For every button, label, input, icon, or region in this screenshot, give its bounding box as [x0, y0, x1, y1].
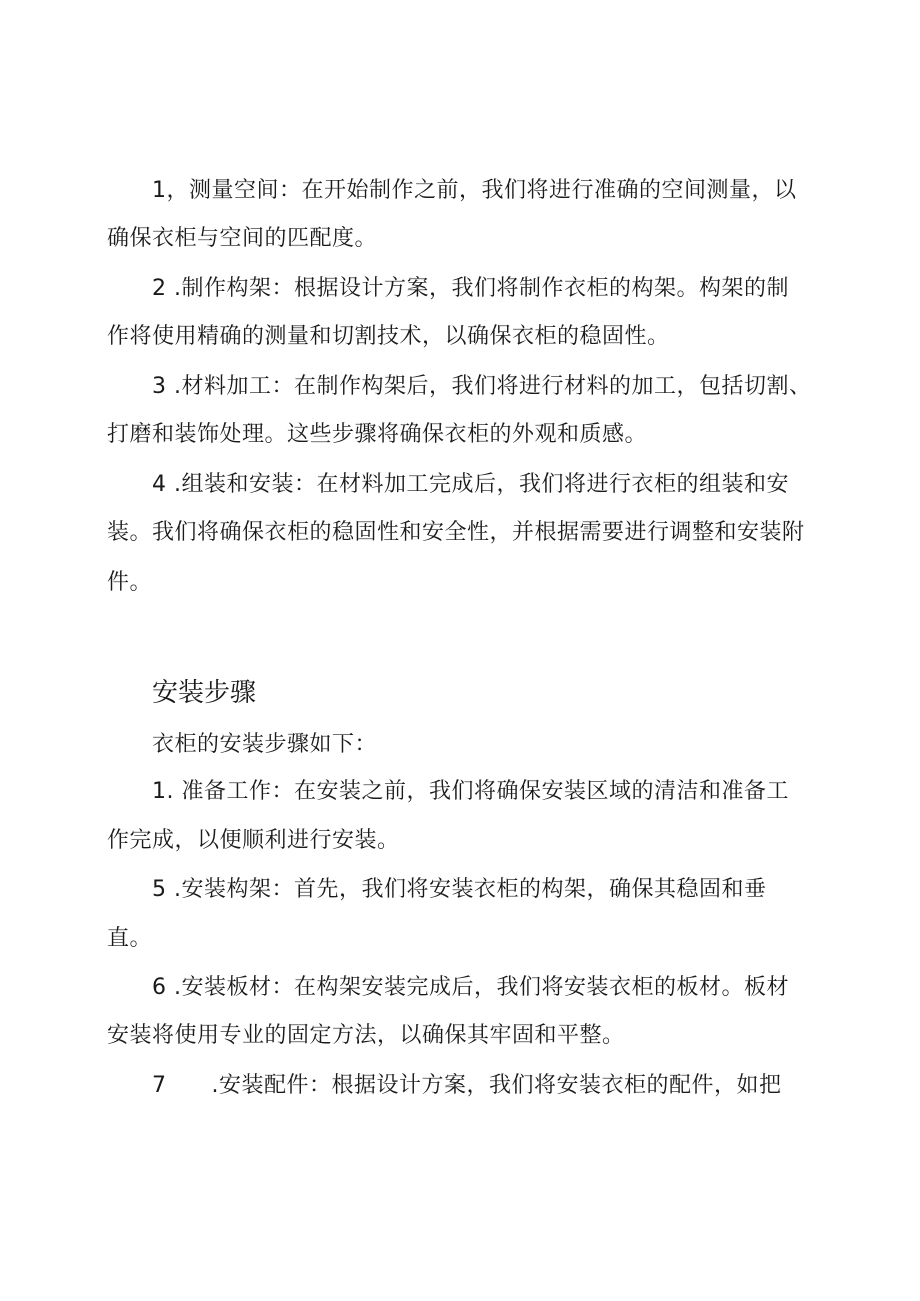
step-1-line-1: 1，测量空间：在开始制作之前，我们将进行准确的空间测量，以: [152, 178, 797, 203]
step-2-line-1: 2 .制作构架：根据设计方案，我们将制作衣柜的构架。构架的制: [152, 276, 789, 301]
install-step-6-line-1: 6 .安装板材：在构架安装完成后，我们将安装衣柜的板材。板材: [152, 975, 789, 1000]
install-step-6-line-2: 安装将使用专业的固定方法，以确保其牢固和平整。: [107, 1023, 625, 1048]
step-4-line-1: 4 .组装和安装：在材料加工完成后，我们将进行衣柜的组装和安: [152, 472, 789, 497]
step-4-line-2: 装。我们将确保衣柜的稳固性和安全性，并根据需要进行调整和安装附: [107, 520, 805, 545]
section-heading: 安装步骤: [152, 678, 257, 708]
step-3-line-1: 3 .材料加工：在制作构架后，我们将进行材料的加工，包括切割、: [152, 374, 812, 399]
install-step-1-line-2: 作完成，以便顺利进行安装。: [107, 828, 400, 853]
install-step-7-line-1: 7 .安装配件：根据设计方案，我们将安装衣柜的配件，如把: [152, 1073, 782, 1098]
step-1-line-2: 确保衣柜与空间的匹配度。: [107, 226, 378, 251]
install-step-5-line-2: 直。: [107, 926, 153, 951]
step-3-line-2: 打磨和装饰处理。这些步骤将确保衣柜的外观和质感。: [107, 422, 648, 447]
install-intro: 衣柜的安装步骤如下：: [152, 732, 378, 757]
install-step-1-line-1: 1. 准备工作：在安装之前，我们将确保安装区域的清洁和准备工: [152, 779, 789, 804]
step-2-line-2: 作将使用精确的测量和切割技术，以确保衣柜的稳固性。: [107, 324, 670, 349]
install-step-5-line-1: 5 .安装构架：首先，我们将安装衣柜的构架，确保其稳固和垂: [152, 877, 767, 902]
step-4-line-3: 件。: [107, 570, 153, 595]
